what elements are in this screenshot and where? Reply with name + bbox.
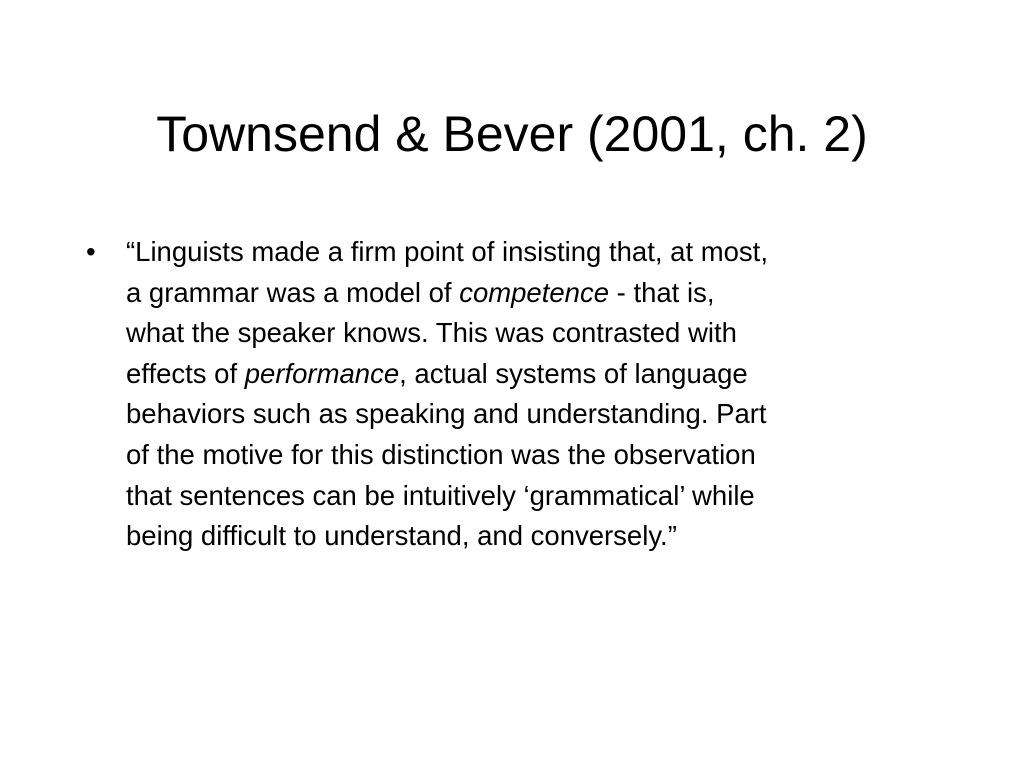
quote-line-4 [126,354,946,395]
quote-text: a grammar was a model of [126,276,460,308]
slide-title: Townsend & Bever (2001, ch. 2) [156,106,868,162]
quote-text: - that is, [609,276,715,308]
quote-line-2 [126,273,946,314]
bullet-marker: • [86,236,96,267]
quote-line-8: being difficult to understand, and conversely.” [126,520,677,552]
quote-text: effects of [126,357,245,389]
quote-line-3: what the speaker knows. This was contrasted with [126,317,737,349]
bullet-item-quote [86,232,946,557]
bullet-list [86,232,946,557]
term-competence: competence [459,276,610,308]
quote-line-5: behaviors such as speaking and understanding. Part [126,398,767,430]
quote-line-1: “Linguists made a firm point of insisting that, at most, [126,236,768,267]
quote-line-7: that sentences can be intuitively ‘grammatical’ while [126,479,755,511]
quote-line-6: of the motive for this distinction was the observation [126,438,756,470]
term-performance: performance [244,357,400,389]
quote-text: , actual systems of language [399,357,748,389]
